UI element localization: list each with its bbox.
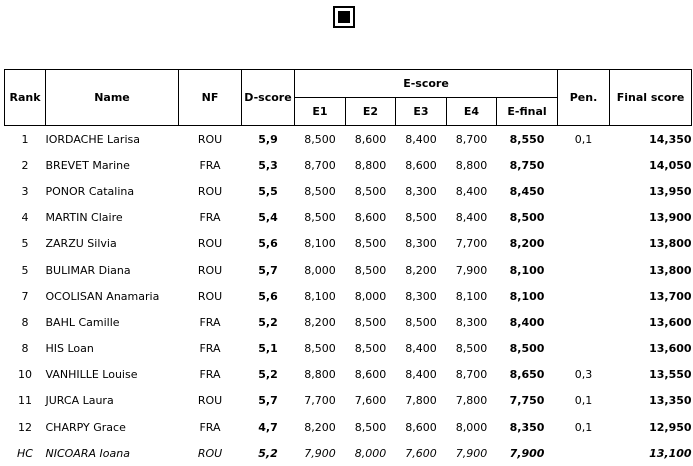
e4-cell: 8,500 <box>447 336 497 362</box>
name-cell: IORDACHE Larisa <box>46 126 179 153</box>
efinal-cell: 8,500 <box>497 205 558 231</box>
efinal-cell: 8,400 <box>497 309 558 335</box>
pen-cell <box>558 309 610 335</box>
e3-cell: 7,600 <box>396 440 447 466</box>
e3-cell: 8,600 <box>396 414 447 440</box>
dscore-cell: 5,2 <box>242 309 295 335</box>
name-cell: ZARZU Silvia <box>46 231 179 257</box>
e3-cell: 8,400 <box>396 336 447 362</box>
rank-cell: 8 <box>5 336 46 362</box>
e2-cell: 8,600 <box>346 126 396 153</box>
e1-cell: 7,700 <box>295 388 346 414</box>
pen-cell <box>558 152 610 178</box>
e1-cell: 8,500 <box>295 178 346 204</box>
name-cell: NICOARA Ioana <box>46 440 179 466</box>
nf-cell: FRA <box>179 362 242 388</box>
pen-cell <box>558 257 610 283</box>
dscore-cell: 5,6 <box>242 231 295 257</box>
rank-cell: 7 <box>5 283 46 309</box>
table-row <box>5 152 692 178</box>
dscore-cell: 5,3 <box>242 152 295 178</box>
efinal-cell: 8,200 <box>497 231 558 257</box>
name-cell: OCOLISAN Anamaria <box>46 283 179 309</box>
pen-cell: 0,1 <box>558 126 610 153</box>
e2-cell: 8,500 <box>346 178 396 204</box>
header-efinal: E-final <box>497 98 558 126</box>
e4-cell: 8,000 <box>447 414 497 440</box>
table-row <box>5 362 692 388</box>
e1-cell: 8,800 <box>295 362 346 388</box>
rank-cell: 10 <box>5 362 46 388</box>
e4-cell: 8,800 <box>447 152 497 178</box>
e2-cell: 8,500 <box>346 336 396 362</box>
nf-cell: ROU <box>179 440 242 466</box>
nf-cell: ROU <box>179 283 242 309</box>
nf-cell: ROU <box>179 388 242 414</box>
pen-cell <box>558 283 610 309</box>
efinal-cell: 8,550 <box>497 126 558 153</box>
e2-cell: 8,000 <box>346 440 396 466</box>
table-row <box>5 231 692 257</box>
e3-cell: 8,200 <box>396 257 447 283</box>
rank-cell: 11 <box>5 388 46 414</box>
header-rank: Rank <box>5 70 46 126</box>
dscore-cell: 5,2 <box>242 440 295 466</box>
e2-cell: 8,500 <box>346 257 396 283</box>
header-escore: E-score <box>295 70 558 98</box>
e4-cell: 8,300 <box>447 309 497 335</box>
header-final: Final score <box>610 70 692 126</box>
e1-cell: 8,100 <box>295 231 346 257</box>
rank-cell: 1 <box>5 126 46 153</box>
header-e1: E1 <box>295 98 346 126</box>
final-score-cell: 13,900 <box>610 205 692 231</box>
header-dscore: D-score <box>242 70 295 126</box>
e1-cell: 8,500 <box>295 205 346 231</box>
table-row <box>5 388 692 414</box>
final-score-cell: 12,950 <box>610 414 692 440</box>
e2-cell: 7,600 <box>346 388 396 414</box>
dscore-cell: 4,7 <box>242 414 295 440</box>
name-cell: BULIMAR Diana <box>46 257 179 283</box>
final-score-cell: 13,800 <box>610 257 692 283</box>
efinal-cell: 8,500 <box>497 336 558 362</box>
e1-cell: 8,500 <box>295 126 346 153</box>
e1-cell: 8,200 <box>295 414 346 440</box>
name-cell: VANHILLE Louise <box>46 362 179 388</box>
rank-cell: 5 <box>5 231 46 257</box>
header-e4: E4 <box>447 98 497 126</box>
final-score-cell: 14,350 <box>610 126 692 153</box>
e1-cell: 8,700 <box>295 152 346 178</box>
table-row <box>5 336 692 362</box>
nf-cell: FRA <box>179 336 242 362</box>
e2-cell: 8,800 <box>346 152 396 178</box>
nf-cell: FRA <box>179 205 242 231</box>
dscore-cell: 5,6 <box>242 283 295 309</box>
e1-cell: 8,100 <box>295 283 346 309</box>
table-row <box>5 178 692 204</box>
e3-cell: 8,500 <box>396 309 447 335</box>
efinal-cell: 8,100 <box>497 257 558 283</box>
nf-cell: ROU <box>179 257 242 283</box>
e3-cell: 8,600 <box>396 152 447 178</box>
name-cell: BREVET Marine <box>46 152 179 178</box>
final-score-cell: 14,050 <box>610 152 692 178</box>
pen-cell <box>558 336 610 362</box>
dscore-cell: 5,9 <box>242 126 295 153</box>
dscore-cell: 5,7 <box>242 388 295 414</box>
e4-cell: 7,900 <box>447 257 497 283</box>
pen-cell <box>558 231 610 257</box>
logo-inner-square <box>338 11 350 23</box>
e4-cell: 7,800 <box>447 388 497 414</box>
e1-cell: 8,200 <box>295 309 346 335</box>
final-score-cell: 13,550 <box>610 362 692 388</box>
final-score-cell: 13,800 <box>610 231 692 257</box>
table-row <box>5 126 692 153</box>
efinal-cell: 7,750 <box>497 388 558 414</box>
final-score-cell: 13,350 <box>610 388 692 414</box>
nf-cell: FRA <box>179 309 242 335</box>
e4-cell: 7,900 <box>447 440 497 466</box>
name-cell: PONOR Catalina <box>46 178 179 204</box>
header-name: Name <box>46 70 179 126</box>
e3-cell: 8,300 <box>396 178 447 204</box>
results-table <box>4 69 692 466</box>
table-row <box>5 414 692 440</box>
e3-cell: 7,800 <box>396 388 447 414</box>
rank-cell: HC <box>5 440 46 466</box>
table-row <box>5 205 692 231</box>
efinal-cell: 8,450 <box>497 178 558 204</box>
e2-cell: 8,500 <box>346 309 396 335</box>
nf-cell: ROU <box>179 126 242 153</box>
e2-cell: 8,000 <box>346 283 396 309</box>
name-cell: HIS Loan <box>46 336 179 362</box>
dscore-cell: 5,2 <box>242 362 295 388</box>
final-score-cell: 13,600 <box>610 309 692 335</box>
pen-cell: 0,3 <box>558 362 610 388</box>
e3-cell: 8,400 <box>396 126 447 153</box>
rank-cell: 4 <box>5 205 46 231</box>
e2-cell: 8,600 <box>346 205 396 231</box>
dscore-cell: 5,7 <box>242 257 295 283</box>
e3-cell: 8,400 <box>396 362 447 388</box>
e4-cell: 8,100 <box>447 283 497 309</box>
name-cell: MARTIN Claire <box>46 205 179 231</box>
dscore-cell: 5,1 <box>242 336 295 362</box>
pen-cell: 0,1 <box>558 414 610 440</box>
nf-cell: ROU <box>179 178 242 204</box>
e2-cell: 8,500 <box>346 414 396 440</box>
final-score-cell: 13,100 <box>610 440 692 466</box>
efinal-cell: 8,100 <box>497 283 558 309</box>
e4-cell: 8,400 <box>447 178 497 204</box>
name-cell: JURCA Laura <box>46 388 179 414</box>
dscore-cell: 5,5 <box>242 178 295 204</box>
pen-cell <box>558 205 610 231</box>
e4-cell: 8,400 <box>447 205 497 231</box>
pen-cell: 0,1 <box>558 388 610 414</box>
header-e2: E2 <box>346 98 396 126</box>
efinal-cell: 8,650 <box>497 362 558 388</box>
final-score-cell: 13,600 <box>610 336 692 362</box>
nf-cell: FRA <box>179 152 242 178</box>
e2-cell: 8,600 <box>346 362 396 388</box>
efinal-cell: 7,900 <box>497 440 558 466</box>
efinal-cell: 8,350 <box>497 414 558 440</box>
name-cell: BAHL Camille <box>46 309 179 335</box>
nf-cell: FRA <box>179 414 242 440</box>
table-row-hors-concours <box>5 440 692 466</box>
table-row <box>5 257 692 283</box>
table-row <box>5 309 692 335</box>
e1-cell: 8,500 <box>295 336 346 362</box>
rank-cell: 5 <box>5 257 46 283</box>
e3-cell: 8,500 <box>396 205 447 231</box>
table-body <box>5 126 692 466</box>
e1-cell: 7,900 <box>295 440 346 466</box>
rank-cell: 3 <box>5 178 46 204</box>
table-header <box>5 70 692 126</box>
black-square-logo-icon <box>333 6 355 28</box>
dscore-cell: 5,4 <box>242 205 295 231</box>
e4-cell: 7,700 <box>447 231 497 257</box>
efinal-cell: 8,750 <box>497 152 558 178</box>
e4-cell: 8,700 <box>447 362 497 388</box>
final-score-cell: 13,700 <box>610 283 692 309</box>
final-score-cell: 13,950 <box>610 178 692 204</box>
pen-cell <box>558 178 610 204</box>
table-row <box>5 283 692 309</box>
e3-cell: 8,300 <box>396 231 447 257</box>
e4-cell: 8,700 <box>447 126 497 153</box>
header-e3: E3 <box>396 98 447 126</box>
rank-cell: 12 <box>5 414 46 440</box>
e2-cell: 8,500 <box>346 231 396 257</box>
rank-cell: 2 <box>5 152 46 178</box>
e3-cell: 8,300 <box>396 283 447 309</box>
e1-cell: 8,000 <box>295 257 346 283</box>
header-nf: NF <box>179 70 242 126</box>
nf-cell: ROU <box>179 231 242 257</box>
name-cell: CHARPY Grace <box>46 414 179 440</box>
pen-cell <box>558 440 610 466</box>
rank-cell: 8 <box>5 309 46 335</box>
header-pen: Pen. <box>558 70 610 126</box>
